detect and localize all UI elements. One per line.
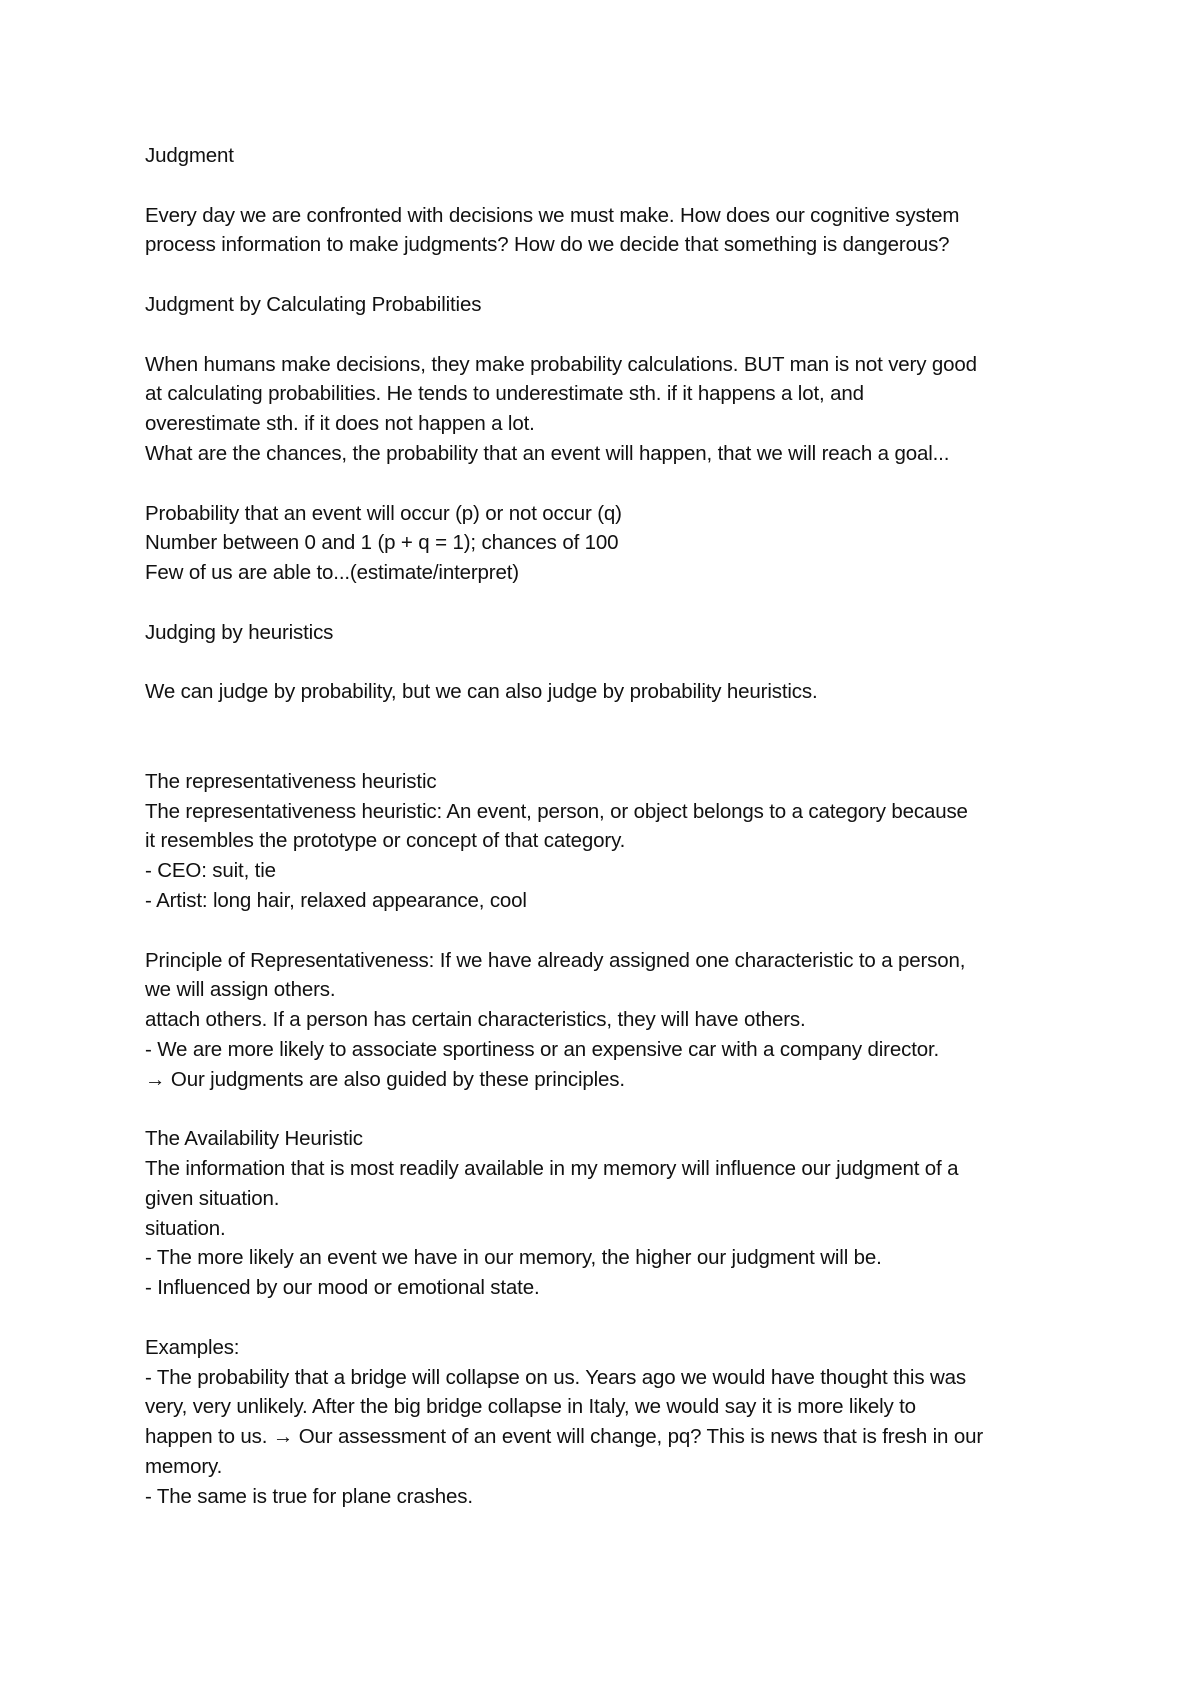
document-title: Judgment xyxy=(145,144,234,167)
intro-line: Every day we are confronted with decisions we must make. How does our cognitive system xyxy=(145,203,960,227)
paragraph-line: We can judge by probability, but we can also judge by probability heuristics. xyxy=(145,680,818,704)
spacer xyxy=(145,737,1075,767)
paragraph-line: When humans make decisions, they make probability calculations. BUT man is not very good xyxy=(145,352,977,376)
spacer xyxy=(145,648,1075,678)
definition-line: Number between 0 and 1 (p + q = 1); chances of 100 xyxy=(145,531,619,555)
paragraph-line: overestimate sth. if it does not happen a lot. xyxy=(145,412,535,436)
section-heading-probabilities: Judgment by Calculating Probabilities xyxy=(145,292,482,316)
document-body xyxy=(145,141,1075,1512)
example-line: - The same is true for plane crashes. xyxy=(145,1484,473,1508)
example-line: memory. xyxy=(145,1455,223,1479)
spacer xyxy=(145,171,1075,201)
principle-line: attach others. If a person has certain characteristics, they will have others. xyxy=(145,1008,806,1032)
intro-line: process information to make judgments? How do we decide that something is dangerous? xyxy=(145,233,950,257)
definition-line: given situation. xyxy=(145,1186,280,1210)
list-item: - Influenced by our mood or emotional state. xyxy=(145,1276,540,1300)
spacer xyxy=(145,260,1075,290)
list-item: - The more likely an event we have in our memory, the higher our judgment will be. xyxy=(145,1246,882,1270)
definition-line: Few of us are able to...(estimate/interpret) xyxy=(145,561,519,585)
paragraph-line: at calculating probabilities. He tends to underestimate sth. if it happens a lot, and xyxy=(145,382,864,406)
spacer xyxy=(145,1095,1075,1125)
section-heading-representativeness: The representativeness heuristic xyxy=(145,769,437,793)
definition-line: The representativeness heuristic: An event, person, or object belongs to a category because xyxy=(145,799,968,823)
example-line: happen to us. → Our assessment of an event will change, pq? This is news that is fresh in our xyxy=(145,1425,984,1449)
principle-line: Principle of Representativeness: If we have already assigned one characteristic to a person, xyxy=(145,948,966,972)
spacer xyxy=(145,707,1075,737)
list-item: - CEO: suit, tie xyxy=(145,859,276,883)
conclusion-line: → Our judgments are also guided by these principles. xyxy=(145,1067,625,1091)
spacer xyxy=(145,588,1075,618)
spacer xyxy=(145,469,1075,499)
paragraph-line: What are the chances, the probability that an event will happen, that we will reach a goal... xyxy=(145,441,950,465)
spacer xyxy=(145,916,1075,946)
spacer xyxy=(145,320,1075,350)
example-line: - The probability that a bridge will collapse on us. Years ago we would have thought this was xyxy=(145,1365,966,1389)
list-item: - Artist: long hair, relaxed appearance, cool xyxy=(145,888,527,912)
definition-line: situation. xyxy=(145,1216,226,1240)
definition-line: The information that is most readily available in my memory will influence our judgment of a xyxy=(145,1157,959,1181)
examples-heading: Examples: xyxy=(145,1335,240,1359)
section-heading-availability: The Availability Heuristic xyxy=(145,1127,363,1151)
example-line: very, very unlikely. After the big bridge collapse in Italy, we would say it is more likely to xyxy=(145,1395,916,1419)
principle-line: we will assign others. xyxy=(145,978,336,1002)
section-heading-heuristics: Judging by heuristics xyxy=(145,620,334,644)
definition-line: Probability that an event will occur (p) or not occur (q) xyxy=(145,501,622,525)
list-item: - We are more likely to associate sportiness or an expensive car with a company director. xyxy=(145,1037,940,1061)
definition-line: it resembles the prototype or concept of that category. xyxy=(145,829,626,853)
spacer xyxy=(145,1303,1075,1333)
